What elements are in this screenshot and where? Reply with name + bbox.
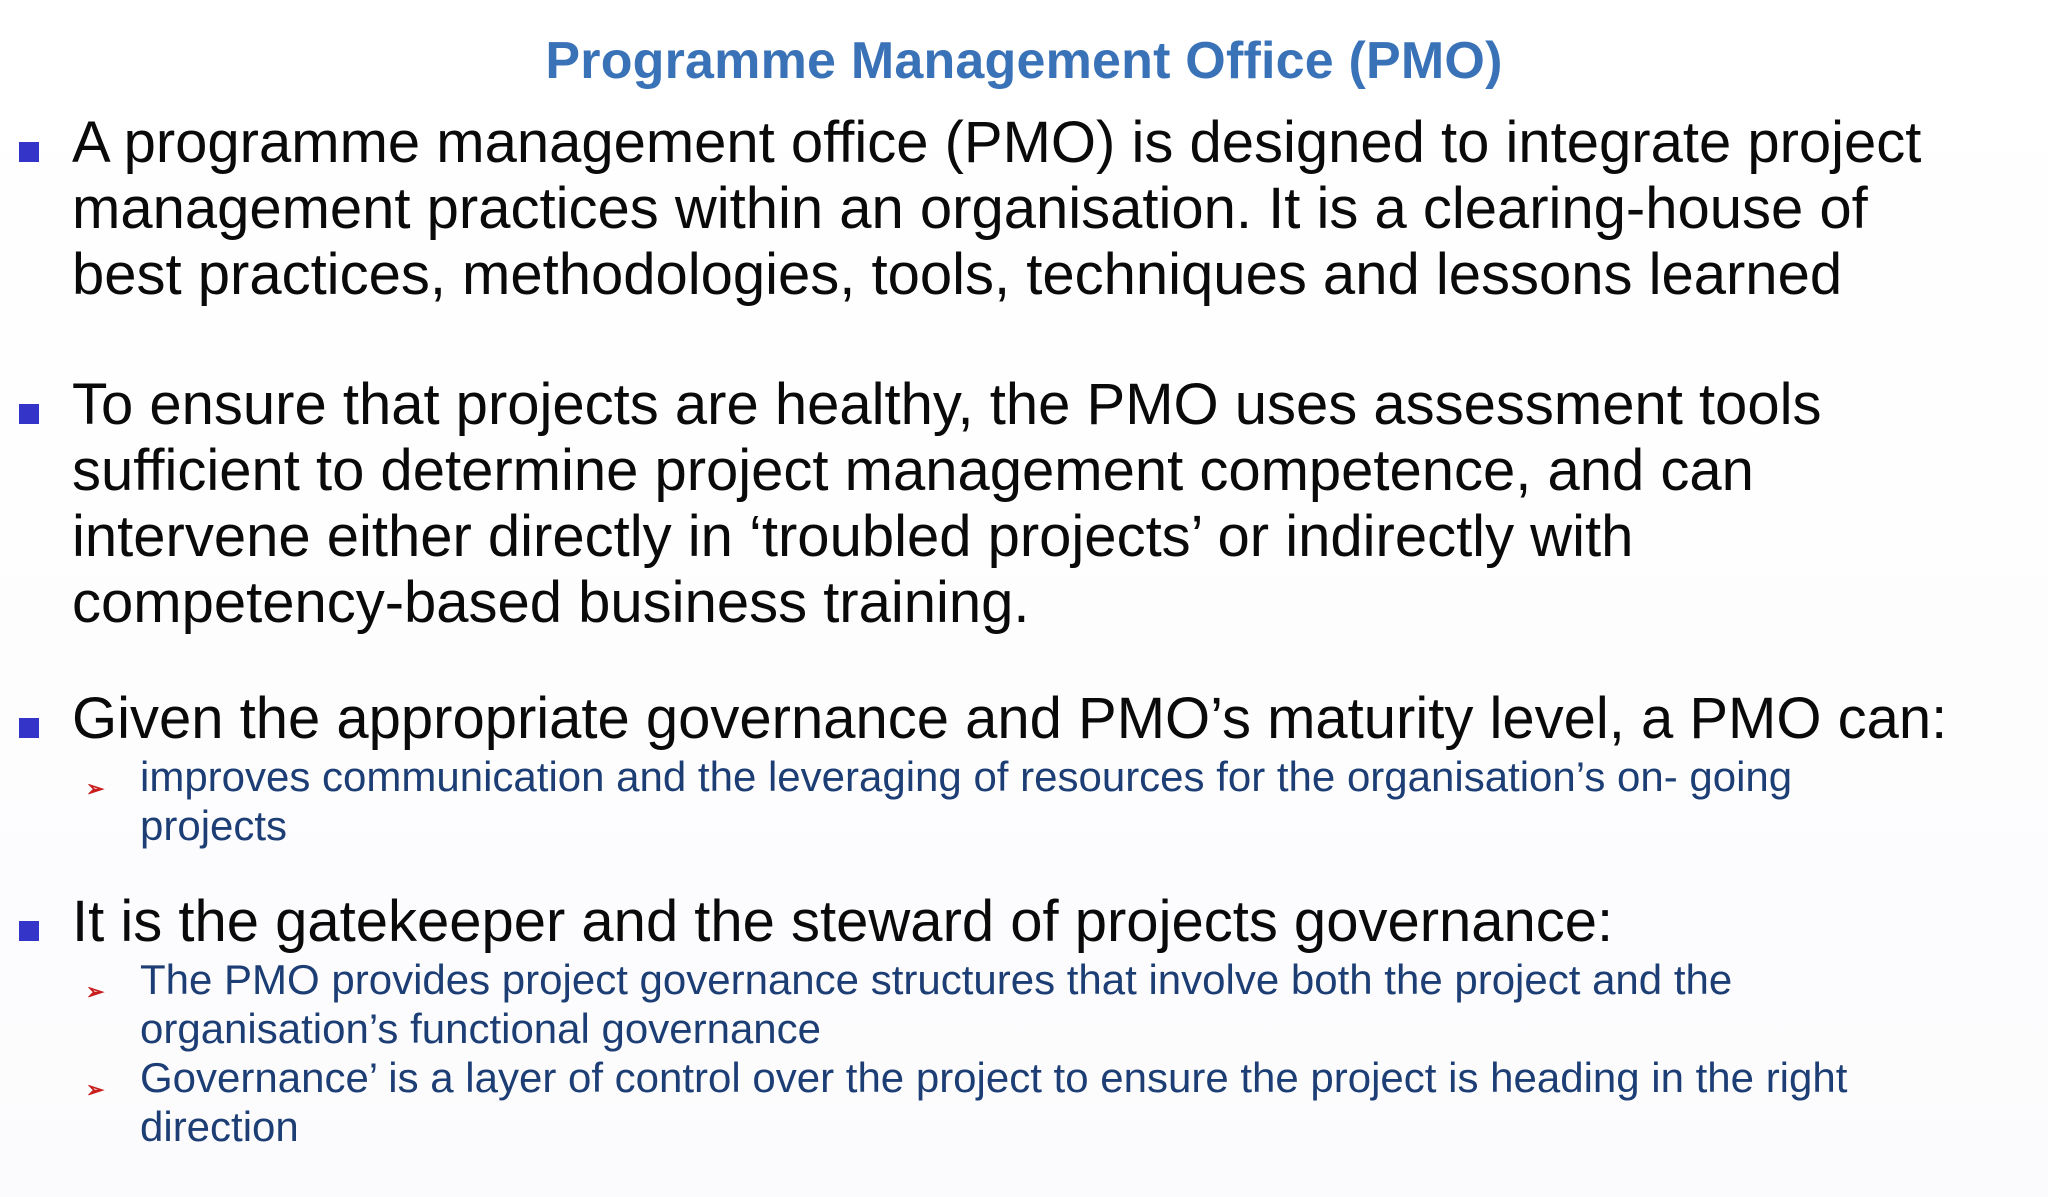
bullet-text: It is the gatekeeper and the steward of projects governance: [72,889,1614,954]
blue-square-bullet-icon [19,718,39,738]
bullet-text: Given the appropriate governance and PMO’s maturity level, a PMO can: [72,686,1948,751]
blue-square-bullet-icon [19,921,39,941]
sub-item-text: improves communication and the leveraging of resources for the organisation’s on- going projects [140,753,1793,849]
red-arrow-bullet-icon: ➢ [86,979,105,1004]
sub-item-text: The PMO provides project governance structures that involve both the project and the organisation’s functional governance [140,956,1733,1052]
blue-square-bullet-icon [19,404,39,424]
slide-title: Programme Management Office (PMO) [545,32,1503,90]
blue-square-bullet-icon [19,142,39,162]
bullet-text: To ensure that projects are healthy, the PMO uses assessment tools sufficient to determine project management competence, and can intervene either directly in ‘troubled projects’ or indirectly with competency-based business training. [72,372,1822,635]
sub-item-text: Governance’ is a layer of control over the project to ensure the project is heading in the right direction [140,1054,1848,1150]
red-arrow-bullet-icon: ➢ [86,776,105,801]
bullet-text: A programme management office (PMO) is designed to integrate project management practices within an organisation. It is a clearing-house of best practices, methodologies, tools, techniques and lessons learned [72,110,1922,307]
red-arrow-bullet-icon: ➢ [86,1077,105,1102]
